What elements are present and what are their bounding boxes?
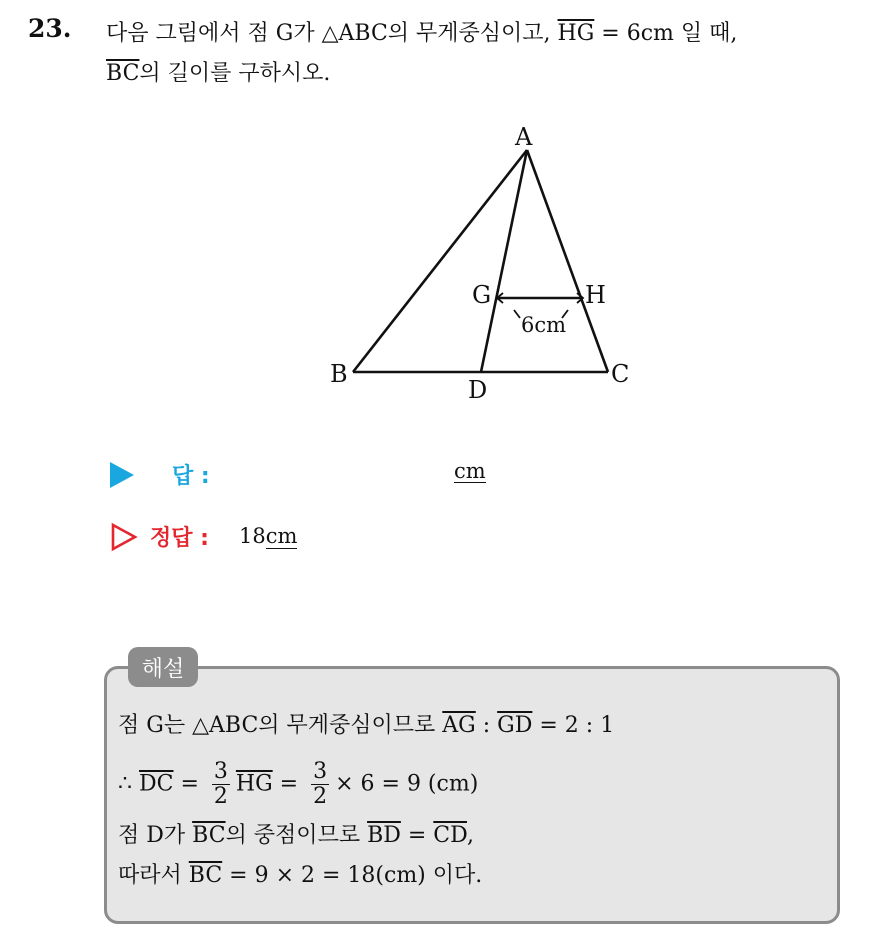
segment-bc: $\overline{BC}$	[106, 61, 140, 86]
fraction-2	[311, 760, 329, 809]
question-number: 23.	[28, 14, 72, 43]
solution-line-3	[118, 818, 474, 849]
sol4-result: = 9 × 2 = 18(cm) 이다.	[222, 863, 483, 888]
outline-triangle-icon	[110, 522, 138, 552]
segment-gd: $\overline{GD}$	[497, 713, 533, 738]
question-text-tail: 의 길이를 구하시오.	[139, 61, 331, 86]
fraction-2-num: 3	[313, 759, 328, 784]
triangle-lines	[353, 150, 608, 372]
fraction-1-num: 3	[213, 759, 228, 784]
label-a: A	[515, 123, 533, 151]
fraction-1	[212, 760, 230, 809]
label-c: C	[611, 360, 630, 388]
sol1-text: 점 G는 △ABC의 무게중심이므로	[118, 713, 443, 738]
side-ac	[527, 150, 608, 372]
sol2-result: × 6 = 9 (cm)	[335, 771, 479, 797]
play-triangle-icon	[110, 462, 134, 488]
sol3-mid: 의 중점이므로	[225, 823, 368, 848]
side-ab	[353, 150, 527, 372]
answer-unit[interactable]: cm	[454, 459, 486, 483]
segment-bd: $\overline{BD}$	[367, 823, 401, 848]
label-b: B	[330, 360, 348, 388]
measure-tick-left	[514, 310, 520, 318]
segment-hg: $\overline{HG}$	[557, 21, 595, 46]
answer-label: 답 :	[172, 464, 210, 489]
label-g: G	[472, 281, 492, 309]
sol2-eq1: =	[173, 771, 206, 797]
sol2-eq2: =	[272, 771, 306, 797]
question-text-end: = 6cm 일 때,	[594, 21, 738, 46]
median-ad	[481, 150, 527, 372]
solution-line-2	[118, 760, 478, 809]
sol3-comma: ,	[466, 823, 474, 848]
sol1-ratio: = 2 : 1	[532, 713, 615, 738]
label-h: H	[585, 281, 606, 309]
sol3-eq: =	[400, 823, 434, 848]
fraction-2-den: 2	[313, 784, 328, 809]
label-d: D	[468, 376, 488, 404]
segment-dc: $\overline{DC}$	[139, 771, 174, 797]
sol3-text: 점 D가	[118, 823, 193, 848]
solution-tag: 해설	[128, 647, 198, 687]
segment-bc-2: $\overline{BC}$	[192, 823, 226, 848]
correct-answer-number: 18	[239, 524, 266, 548]
therefore-symbol: ∴	[118, 771, 139, 797]
correct-answer-label: 정답 :	[150, 526, 209, 551]
segment-bc-3: $\overline{BC}$	[188, 863, 223, 888]
fraction-1-den: 2	[213, 784, 228, 809]
sol4-text: 따라서	[118, 863, 189, 888]
correct-answer-value	[239, 524, 297, 548]
segment-ag: $\overline{AG}$	[442, 713, 476, 738]
question-text-start: 다음 그림에서 점 G가 △ABC의 무게중심이고,	[106, 21, 558, 46]
solution-line-1	[118, 708, 614, 739]
segment-cd: $\overline{CD}$	[433, 823, 467, 848]
measure-label: 6cm	[521, 313, 567, 337]
solution-line-4	[118, 858, 482, 889]
sol1-colon: :	[475, 713, 498, 738]
segment-hg-2: $\overline{HG}$	[235, 771, 273, 797]
correct-answer-unit: cm	[265, 524, 298, 548]
